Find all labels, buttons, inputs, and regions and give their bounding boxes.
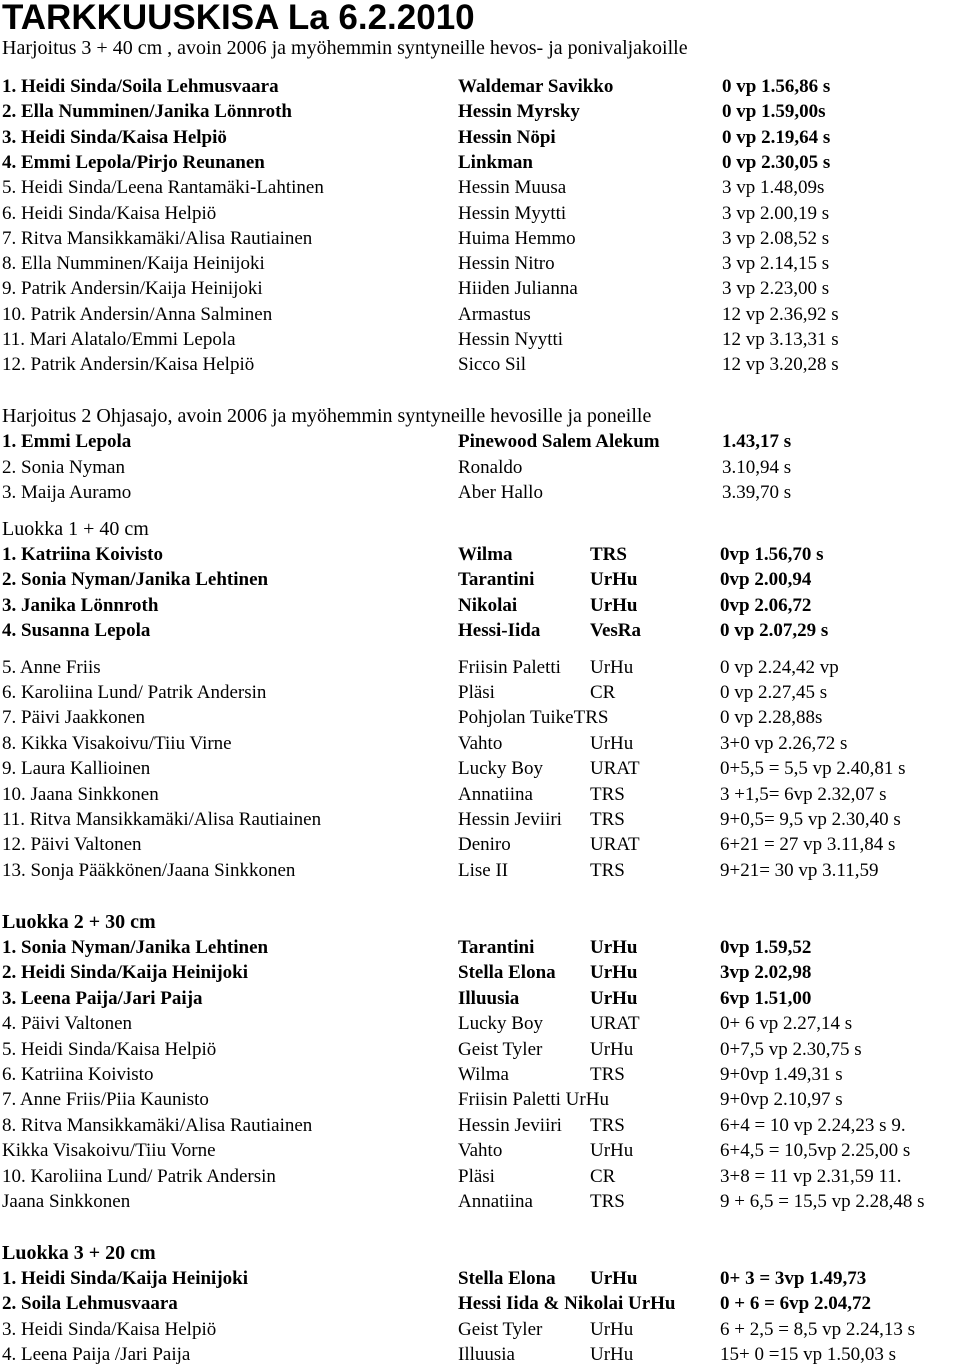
result-club: UrHu: [590, 656, 634, 678]
result-result: 12 vp 2.36,92 s: [722, 303, 839, 325]
result-horse: Ronaldo: [458, 456, 523, 478]
result-name: 2. Sonia Nyman/Janika Lehtinen: [2, 569, 269, 591]
result-name: 4. Susanna Lepola: [2, 620, 151, 642]
result-horse: Hessin Muusa: [458, 177, 567, 199]
result-result: 9 + 6,5 = 15,5 vp 2.28,48 s: [720, 1191, 925, 1212]
result-row: [0, 456, 960, 480]
result-horse: Stella Elona: [458, 1268, 556, 1289]
result-result: 3 vp 2.14,15 s: [722, 253, 830, 275]
result-name: 9. Patrik Andersin/Kaija Heinijoki: [2, 278, 263, 300]
result-result: 6 + 2,5 = 8,5 vp 2.24,13 s: [720, 1318, 916, 1340]
result-name: 5. Heidi Sinda/Leena Rantamäki-Lahtinen: [2, 177, 324, 199]
result-name: 6. Karoliina Lund/ Patrik Andersin: [2, 682, 267, 703]
result-horse: Deniro: [458, 834, 511, 856]
result-horse: Hiiden Julianna: [458, 278, 578, 300]
result-row: [0, 783, 960, 807]
result-name: 3. Maija Auramo: [2, 482, 132, 504]
result-result: 0+7,5 vp 2.30,75 s: [720, 1038, 862, 1060]
result-row: [0, 706, 960, 730]
result-row: [0, 594, 960, 618]
result-result: 0 vp 2.27,45 s: [720, 682, 828, 703]
result-row: [0, 1114, 960, 1138]
result-result: 3 vp 2.23,00 s: [722, 278, 830, 300]
result-result: 0 vp 1.56,86 s: [722, 76, 831, 97]
result-horse: Pohjolan TuikeTRS: [458, 707, 609, 729]
result-horse: Lise II: [458, 859, 509, 881]
result-row: [0, 757, 960, 781]
result-row: [0, 353, 960, 377]
result-result: 3.10,94 s: [722, 456, 792, 478]
result-name: 11. Mari Alatalo/Emmi Lepola: [2, 329, 236, 350]
result-row: [0, 619, 960, 643]
result-horse: Sicco Sil: [458, 354, 527, 376]
result-result: 12 vp 3.13,31 s: [722, 329, 839, 350]
page-title: TARKKUUSKISA La 6.2.2010: [2, 0, 475, 37]
result-club: UrHu: [590, 1318, 634, 1340]
result-row: [0, 430, 960, 454]
result-name: 1. Sonia Nyman/Janika Lehtinen: [2, 937, 269, 958]
result-club: VesRa: [590, 620, 642, 642]
result-row: [0, 961, 960, 985]
result-result: 3+8 = 11 vp 2.31,59 11.: [720, 1165, 902, 1187]
result-result: 3vp 2.02,98: [720, 962, 812, 984]
result-horse: Hessin Nitro: [458, 253, 555, 275]
result-club: TRS: [590, 783, 625, 805]
result-horse: Linkman: [458, 151, 533, 173]
section2-heading: Harjoitus 2 Ohjasajo, avoin 2006 ja myöhemmin syntyneille hevosille ja poneille: [2, 405, 652, 427]
result-club: TRS: [590, 859, 625, 881]
result-name: 1. Heidi Sinda/Kaija Heinijoki: [2, 1268, 248, 1289]
result-row: [0, 277, 960, 301]
result-club: URAT: [590, 1013, 640, 1035]
result-name: 4. Leena Paija /Jari Paija: [2, 1344, 191, 1366]
section5-heading: Luokka 3 + 20 cm: [2, 1242, 156, 1264]
result-horse: Illuusia: [458, 1344, 515, 1366]
result-name: Jaana Sinkkonen: [2, 1191, 131, 1212]
result-club: UrHu: [590, 1038, 634, 1060]
result-club: TRS: [590, 1114, 625, 1136]
result-result: 6+4 = 10 vp 2.24,23 s 9.: [720, 1114, 906, 1136]
section4-heading: Luokka 2 + 30 cm: [2, 911, 156, 933]
result-name: 3. Janika Lönnroth: [2, 594, 159, 616]
result-club: URAT: [590, 758, 640, 780]
result-result: 6+21 = 27 vp 3.11,84 s: [720, 834, 896, 856]
result-row: [0, 126, 960, 150]
result-row: [0, 151, 960, 175]
result-row: [0, 859, 960, 883]
result-row: [0, 1292, 960, 1316]
result-name: 2. Ella Numminen/Janika Lönnroth: [2, 101, 293, 123]
result-name: 5. Heidi Sinda/Kaisa Helpiö: [2, 1038, 217, 1060]
result-name: 12. Patrik Andersin/Kaisa Helpiö: [2, 354, 255, 376]
result-row: [0, 936, 960, 960]
result-horse: Vahto: [458, 1140, 503, 1162]
result-row: [0, 987, 960, 1011]
result-row: [0, 1343, 960, 1367]
result-horse: Hessin Myrsky: [458, 101, 580, 123]
result-horse: Friisin Paletti: [458, 656, 561, 678]
result-horse: Pläsi: [458, 682, 495, 703]
result-row: [0, 1190, 960, 1214]
result-club: TRS: [590, 1191, 625, 1212]
result-horse: Hessin Nyytti: [458, 329, 564, 350]
result-name: 2. Heidi Sinda/Kaija Heinijoki: [2, 962, 248, 984]
result-row: [0, 100, 960, 124]
result-horse: Tarantini: [458, 937, 535, 958]
result-result: 6vp 1.51,00: [720, 987, 812, 1009]
result-row: [0, 808, 960, 832]
result-row: [0, 833, 960, 857]
result-name: 4. Emmi Lepola/Pirjo Reunanen: [2, 151, 265, 173]
result-horse: Wilma: [458, 544, 513, 565]
result-row: [0, 481, 960, 505]
result-club: UrHu: [590, 569, 638, 591]
result-row: [0, 1088, 960, 1112]
result-result: 0+5,5 = 5,5 vp 2.40,81 s: [720, 758, 906, 780]
result-horse: Hessin Myytti: [458, 202, 567, 224]
result-horse: Stella Elona: [458, 962, 556, 984]
result-row: [0, 681, 960, 705]
result-result: 9+0vp 2.10,97 s: [720, 1089, 843, 1111]
result-row: [0, 1012, 960, 1036]
result-horse: Lucky Boy: [458, 1013, 543, 1035]
result-club: CR: [590, 1165, 616, 1187]
result-horse: Pinewood Salem Alekum: [458, 431, 660, 452]
result-result: 9+0vp 1.49,31 s: [720, 1064, 843, 1085]
result-name: 6. Heidi Sinda/Kaisa Helpiö: [2, 202, 217, 224]
result-club: UrHu: [590, 1268, 638, 1289]
section1-heading: Harjoitus 3 + 40 cm , avoin 2006 ja myöhemmin syntyneille hevos- ja ponivaljakoille: [2, 37, 688, 59]
result-result: 3 +1,5= 6vp 2.32,07 s: [720, 783, 887, 805]
result-result: 3 vp 1.48,09s: [722, 177, 825, 199]
result-name: 2. Sonia Nyman: [2, 456, 125, 478]
result-result: 3 vp 2.08,52 s: [722, 227, 830, 249]
result-name: 8. Ella Numminen/Kaija Heinijoki: [2, 253, 265, 275]
result-name: 2. Soila Lehmusvaara: [2, 1293, 178, 1315]
result-name: 1. Katriina Koivisto: [2, 544, 163, 565]
result-row: [0, 303, 960, 327]
result-result: 0vp 1.56,70 s: [720, 544, 824, 565]
result-row: [0, 732, 960, 756]
result-result: 0 vp 2.30,05 s: [722, 151, 831, 173]
result-name: 10. Karoliina Lund/ Patrik Andersin: [2, 1165, 276, 1187]
result-result: 0vp 1.59,52: [720, 937, 812, 958]
result-horse: Geist Tyler: [458, 1038, 543, 1060]
result-name: 8. Ritva Mansikkamäki/Alisa Rautiainen: [2, 1114, 313, 1136]
result-name: 3. Heidi Sinda/Kaisa Helpiö: [2, 1318, 217, 1340]
result-row: [0, 656, 960, 680]
result-result: 3+0 vp 2.26,72 s: [720, 732, 848, 754]
result-club: UrHu: [590, 732, 634, 754]
result-horse: Hessin Jeviiri: [458, 809, 562, 830]
result-name: 8. Kikka Visakoivu/Tiiu Virne: [2, 732, 232, 754]
result-horse: Tarantini: [458, 569, 535, 591]
result-name: 12. Päivi Valtonen: [2, 834, 142, 856]
result-row: [0, 543, 960, 567]
section3-heading: Luokka 1 + 40 cm: [2, 518, 149, 540]
result-club: URAT: [590, 834, 640, 856]
result-horse: Aber Hallo: [458, 482, 543, 504]
result-horse: Huima Hemmo: [458, 227, 576, 249]
result-club: UrHu: [590, 937, 638, 958]
result-result: 3 vp 2.00,19 s: [722, 202, 830, 224]
result-result: 9+0,5= 9,5 vp 2.30,40 s: [720, 809, 901, 830]
result-name: 5. Anne Friis: [2, 656, 101, 678]
result-horse: Lucky Boy: [458, 758, 543, 780]
result-result: 0 vp 2.24,42 vp: [720, 656, 839, 678]
result-horse: Nikolai: [458, 594, 518, 616]
result-row: [0, 1038, 960, 1062]
result-row: [0, 1139, 960, 1163]
result-result: 3.39,70 s: [722, 482, 792, 504]
result-club: UrHu: [590, 1344, 634, 1366]
result-row: [0, 252, 960, 276]
result-row: [0, 328, 960, 352]
result-result: 15+ 0 =15 vp 1.50,03 s: [720, 1344, 897, 1366]
result-result: 0vp 2.06,72: [720, 594, 812, 616]
result-club: TRS: [590, 1064, 625, 1085]
result-result: 6+4,5 = 10,5vp 2.25,00 s: [720, 1140, 911, 1162]
result-club: TRS: [590, 809, 625, 830]
result-row: [0, 202, 960, 226]
result-horse: Hessi Iida & Nikolai UrHu: [458, 1293, 676, 1315]
result-horse: Armastus: [458, 303, 531, 325]
result-horse: Geist Tyler: [458, 1318, 543, 1340]
result-name: 7. Päivi Jaakkonen: [2, 707, 146, 729]
result-club: CR: [590, 682, 616, 703]
result-horse: Waldemar Savikko: [458, 76, 614, 97]
result-name: 10. Jaana Sinkkonen: [2, 783, 159, 805]
result-name: 3. Heidi Sinda/Kaisa Helpiö: [2, 126, 227, 148]
result-horse: Wilma: [458, 1064, 509, 1085]
result-result: 0 vp 2.28,88s: [720, 707, 823, 729]
result-result: 0+ 3 = 3vp 1.49,73: [720, 1268, 867, 1289]
result-name: 7. Anne Friis/Piia Kaunisto: [2, 1089, 209, 1111]
result-row: [0, 1267, 960, 1291]
result-result: 0+ 6 vp 2.27,14 s: [720, 1013, 853, 1035]
result-horse: Hessin Nöpi: [458, 126, 556, 148]
result-name: 7. Ritva Mansikkamäki/Alisa Rautiainen: [2, 227, 313, 249]
result-result: 12 vp 3.20,28 s: [722, 354, 839, 376]
result-result: 9+21= 30 vp 3.11,59: [720, 859, 879, 881]
result-horse: Annatiina: [458, 1191, 533, 1212]
result-result: 0vp 2.00,94: [720, 569, 812, 591]
result-club: UrHu: [590, 962, 638, 984]
result-row: [0, 1165, 960, 1189]
result-name: 10. Patrik Andersin/Anna Salminen: [2, 303, 273, 325]
result-club: TRS: [590, 544, 627, 565]
result-horse: Annatiina: [458, 783, 533, 805]
result-name: Kikka Visakoivu/Tiiu Vorne: [2, 1140, 216, 1162]
result-result: 0 vp 1.59,00s: [722, 101, 826, 123]
result-name: 11. Ritva Mansikkamäki/Alisa Rautiainen: [2, 809, 322, 830]
result-row: [0, 176, 960, 200]
result-horse: Illuusia: [458, 987, 520, 1009]
result-result: 0 + 6 = 6vp 2.04,72: [720, 1293, 871, 1315]
result-result: 0 vp 2.19,64 s: [722, 126, 831, 148]
result-name: 1. Emmi Lepola: [2, 431, 132, 452]
result-name: 9. Laura Kallioinen: [2, 758, 151, 780]
result-row: [0, 568, 960, 592]
result-name: 3. Leena Paija/Jari Paija: [2, 987, 203, 1009]
result-name: 4. Päivi Valtonen: [2, 1013, 133, 1035]
result-name: 13. Sonja Pääkkönen/Jaana Sinkkonen: [2, 859, 296, 881]
result-result: 0 vp 2.07,29 s: [720, 620, 829, 642]
result-row: [0, 227, 960, 251]
result-row: [0, 1063, 960, 1087]
result-horse: Hessin Jeviiri: [458, 1114, 562, 1136]
result-club: UrHu: [590, 1140, 634, 1162]
result-name: 1. Heidi Sinda/Soila Lehmusvaara: [2, 76, 279, 97]
result-name: 6. Katriina Koivisto: [2, 1064, 154, 1085]
result-horse: Pläsi: [458, 1165, 495, 1187]
result-horse: Friisin Paletti UrHu: [458, 1089, 609, 1111]
result-club: UrHu: [590, 987, 638, 1009]
result-horse: Vahto: [458, 732, 503, 754]
result-horse: Hessi-Iida: [458, 620, 541, 642]
result-result: 1.43,17 s: [722, 431, 792, 452]
result-row: [0, 1318, 960, 1342]
result-row: [0, 75, 960, 99]
result-club: UrHu: [590, 594, 638, 616]
